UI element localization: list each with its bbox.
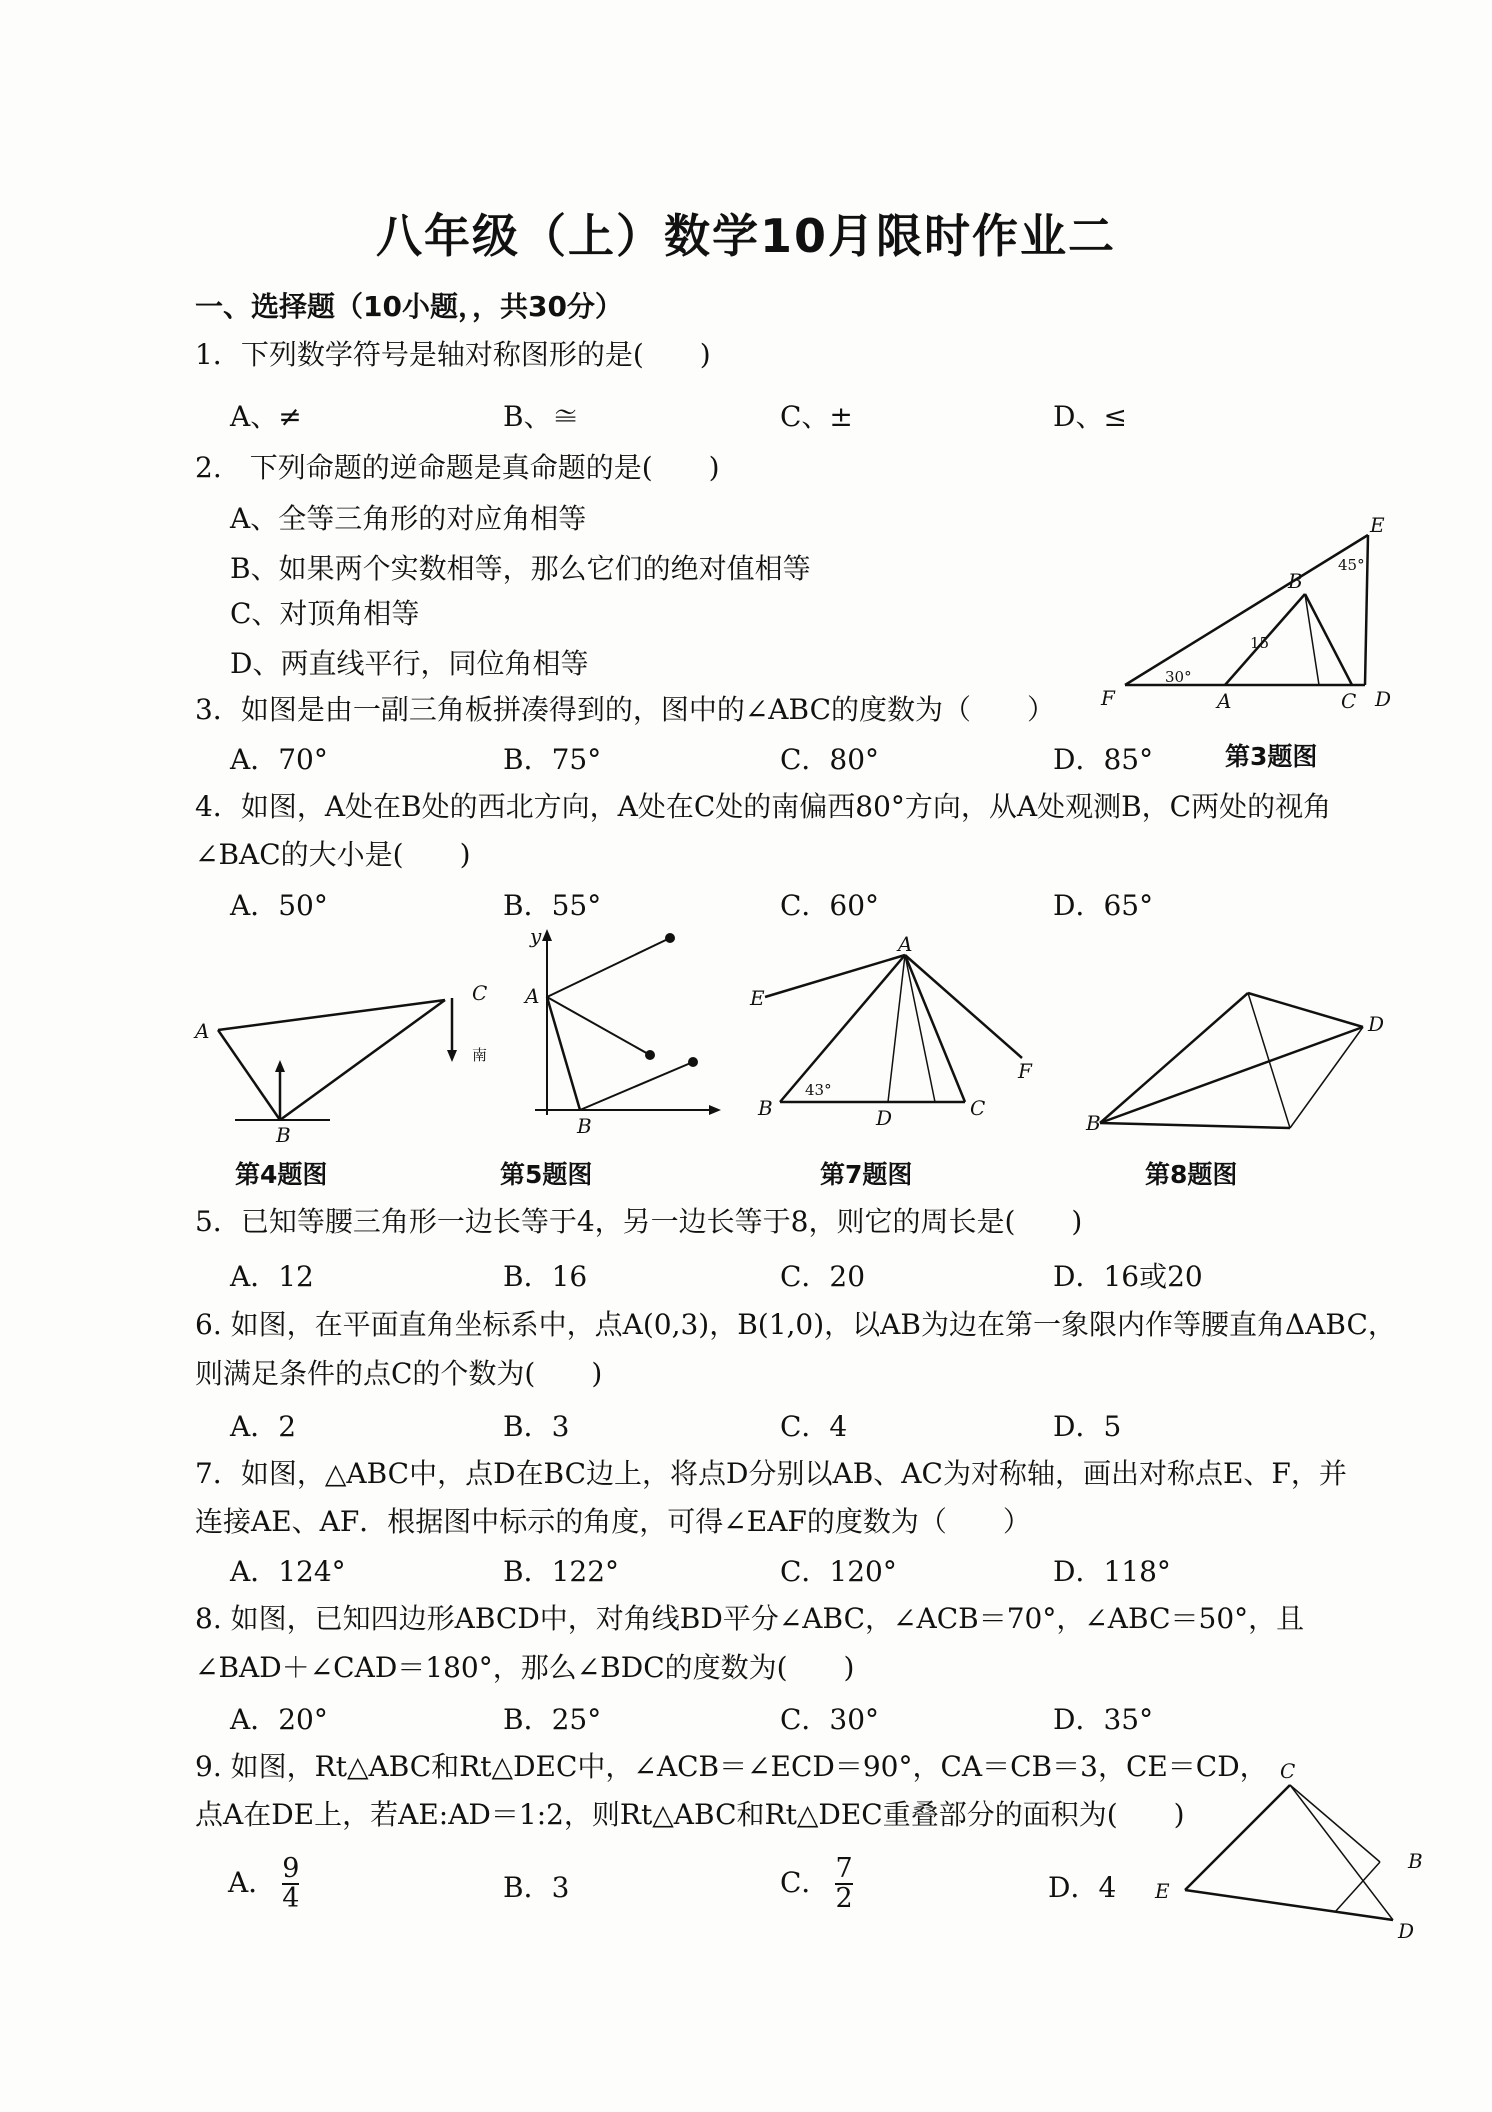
q7-option-a: A．124° (230, 1555, 346, 1588)
q3-stem: 3．如图是由一副三角板拼凑得到的，图中的∠ABC的度数为（ ） (195, 693, 1056, 726)
q6-option-a: A．2 (230, 1410, 297, 1443)
q4-option-b: B．55° (503, 889, 602, 922)
q8-option-c: C．30° (780, 1703, 880, 1736)
f7-label-c: C (970, 1096, 986, 1120)
q9-option-a-prefix: A． (228, 1865, 277, 1899)
q9-option-c (780, 1855, 853, 1914)
q4-option-a: A．50° (230, 889, 328, 922)
q1-stem: 1．下列数学符号是轴对称图形的是( ) (195, 338, 711, 371)
f7-angle-43: 43° (805, 1081, 832, 1099)
q4-option-d: D．65° (1053, 889, 1154, 922)
f5-label-y: y (530, 924, 542, 948)
q6-option-c: C．4 (780, 1410, 848, 1443)
f9-label-c: C (1280, 1759, 1296, 1783)
f3-label-e: E (1370, 513, 1385, 537)
f9-label-b: B (1408, 1849, 1423, 1873)
q7-figure-caption: 第7题图 (820, 1160, 913, 1189)
q5-option-c: C．20 (780, 1260, 866, 1293)
q3-option-a: A．70° (230, 743, 328, 776)
figure-q3 (1095, 513, 1415, 720)
q9-option-a-numerator: 9 (282, 1853, 300, 1884)
f8-label-d: D (1368, 1012, 1385, 1036)
figure-q4 (190, 970, 510, 1147)
q8-figure-caption: 第8题图 (1145, 1160, 1238, 1189)
q9-option-a-fraction (282, 1855, 299, 1914)
q8-stem-line2: ∠BAD＋∠CAD＝180°，那么∠BDC的度数为( ) (195, 1651, 855, 1684)
f3-label-c: C (1341, 689, 1357, 713)
f9-label-d: D (1398, 1919, 1415, 1943)
q7-option-c: C．120° (780, 1555, 897, 1588)
q9-stem-line1: 9. 如图，Rt△ABC和Rt△DEC中，∠ACB＝∠ECD＝90°，CA＝CB＝3，CE＝CD， (195, 1750, 1268, 1783)
figure-q8 (1080, 975, 1410, 1140)
f5-label-a: A (525, 984, 540, 1008)
q7-option-d: D．118° (1053, 1555, 1171, 1588)
f7-label-f: F (1018, 1059, 1032, 1083)
q2-option-b: B、如果两个实数相等，那么它们的绝对值相等 (230, 552, 811, 585)
figure-q5 (515, 925, 735, 1145)
f7-label-a: A (898, 932, 913, 956)
q9-option-a-denominator: 4 (282, 1883, 300, 1915)
f3-angle-45: 45° (1338, 556, 1365, 574)
q9-option-b: B．3 (503, 1871, 570, 1904)
q1-option-c: C、± (780, 400, 853, 433)
q9-option-c-numerator: 7 (835, 1853, 853, 1884)
q2-option-a: A、全等三角形的对应角相等 (230, 502, 587, 535)
figure-q9 (1150, 1759, 1440, 1943)
section-heading: 一、选择题（10小题，，共30分） (195, 290, 623, 323)
f3-label-a: A (1217, 689, 1232, 713)
q9-option-c-prefix: C． (780, 1865, 830, 1899)
q9-stem-line2: 点A在DE上，若AE:AD＝1:2，则Rt△ABC和Rt△DEC重叠部分的面积为( ) (195, 1798, 1185, 1831)
f3-angle-30: 30° (1165, 668, 1192, 686)
q3-option-b: B．75° (503, 743, 602, 776)
q1-option-a: A、≠ (230, 400, 302, 433)
q4-figure-caption: 第4题图 (235, 1160, 328, 1189)
q3-figure-caption: 第3题图 (1225, 742, 1318, 771)
q4-option-c: C．60° (780, 889, 880, 922)
q6-stem-line1: 6. 如图，在平面直角坐标系中，点A(0,3)，B(1,0)，以AB为边在第一象限内作等腰直角ΔABC， (195, 1308, 1396, 1341)
q8-stem-line1: 8. 如图，已知四边形ABCD中，对角线BD平分∠ABC，∠ACB＝70°，∠ABC＝50°，且 (195, 1602, 1305, 1635)
q5-option-d: D．16或20 (1053, 1260, 1203, 1293)
q6-stem-line2: 则满足条件的点C的个数为( ) (195, 1357, 603, 1390)
f7-label-e: E (750, 986, 765, 1010)
q3-option-c: C．80° (780, 743, 880, 776)
f7-label-d: D (876, 1106, 893, 1130)
q6-option-b: B．3 (503, 1410, 570, 1443)
q5-option-b: B．16 (503, 1260, 588, 1293)
q7-stem-line2: 连接AE、AF．根据图中标示的角度，可得∠EAF的度数为（ ） (195, 1505, 1031, 1538)
q8-option-b: B．25° (503, 1703, 602, 1736)
figure-q7 (750, 932, 1050, 1130)
q9-option-d: D．4 (1048, 1871, 1117, 1904)
f3-angle-15: 15 (1250, 634, 1270, 652)
q9-option-c-fraction (835, 1855, 852, 1914)
f4-label-south: 南 (472, 1046, 488, 1064)
f4-label-b: B (276, 1123, 291, 1147)
f9-label-e: E (1155, 1879, 1170, 1903)
q2-stem: 2. 下列命题的逆命题是真命题的是( ) (195, 451, 720, 484)
q8-option-d: D．35° (1053, 1703, 1154, 1736)
q2-option-d: D、两直线平行，同位角相等 (230, 647, 589, 680)
q4-stem-line1: 4．如图，A处在B处的西北方向，A处在C处的南偏西80°方向，从A处观测B，C两处的视角 (195, 790, 1332, 823)
q5-stem: 5．已知等腰三角形一边长等于4，另一边长等于8，则它的周长是( ) (195, 1205, 1083, 1238)
q5-figure-caption: 第5题图 (500, 1160, 593, 1189)
q7-stem-line1: 7．如图，△ABC中，点D在BC边上，将点D分别以AB、AC为对称轴，画出对称点E、F，并 (195, 1457, 1347, 1490)
q2-option-c: C、对顶角相等 (230, 597, 420, 630)
f3-label-b: B (1288, 569, 1303, 593)
f3-label-f: F (1101, 686, 1115, 710)
q1-option-b: B、≅ (503, 400, 580, 433)
f4-label-a: A (195, 1019, 210, 1043)
q9-option-a (228, 1855, 299, 1914)
page-title: 八年级（上）数学10月限时作业二 (375, 209, 1116, 263)
f5-label-b: B (577, 1114, 592, 1138)
q4-stem-line2: ∠BAC的大小是( ) (195, 838, 471, 871)
q9-option-c-denominator: 2 (835, 1883, 853, 1915)
f3-label-d: D (1375, 687, 1392, 711)
q8-option-a: A．20° (230, 1703, 328, 1736)
q1-option-d: D、≤ (1053, 400, 1127, 433)
q7-option-b: B．122° (503, 1555, 620, 1588)
f4-label-c: C (472, 981, 488, 1005)
q6-option-d: D．5 (1053, 1410, 1122, 1443)
q5-option-a: A．12 (230, 1260, 314, 1293)
f8-label-b: B (1086, 1111, 1101, 1135)
f7-label-b: B (758, 1096, 773, 1120)
q3-option-d: D．85° (1053, 743, 1154, 776)
